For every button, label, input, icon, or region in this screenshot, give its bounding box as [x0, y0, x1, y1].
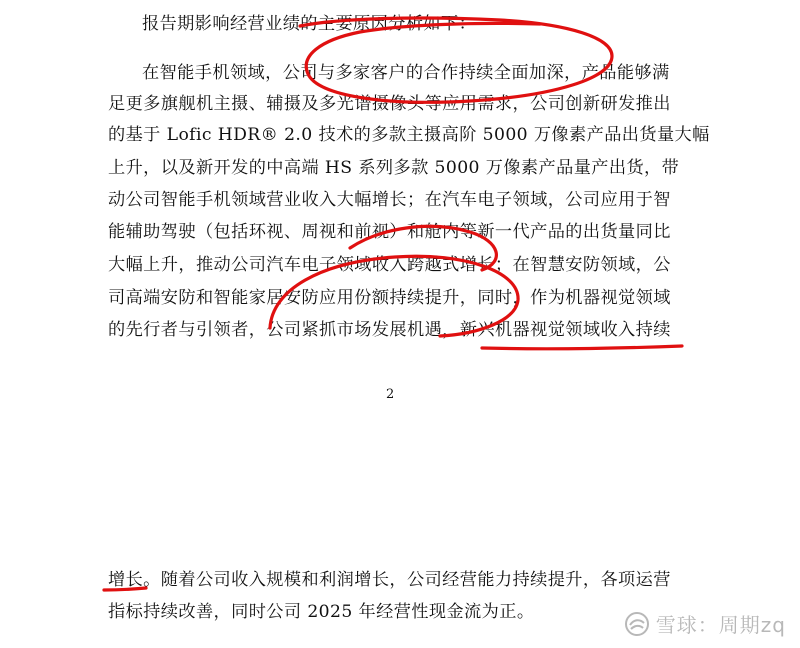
watermark-text: 雪球：周期zq	[655, 613, 786, 637]
ink-underline-right	[482, 346, 682, 349]
text-line: 在智能手机领域，公司与多家客户的合作持续全面加深，产品能够满	[142, 63, 670, 83]
text-line: 指标持续改善，同时公司 2025 年经营性现金流为正。	[108, 602, 535, 622]
text-line: 大幅上升，推动公司汽车电子领域收入跨越式增长；在智慧安防领域，公	[108, 255, 671, 275]
snowball-logo-icon	[624, 611, 650, 637]
text-line: 的基于 Lofic HDR® 2.0 技术的多款主摄高阶 5000 万像素产品出货量大幅	[108, 125, 710, 145]
text-line: 司高端安防和智能家居安防应用份额持续提升，同时，作为机器视觉领域	[108, 288, 671, 308]
text-line: 动公司智能手机领域营业收入大幅增长；在汽车电子领域，公司应用于智	[108, 190, 671, 210]
page-number: 2	[386, 387, 395, 402]
text-line: 增长。随着公司收入规模和利润增长，公司经营能力持续提升，各项运营	[108, 570, 671, 590]
text-line: 报告期影响经营业绩的主要原因分析如下：	[142, 14, 477, 34]
text-line: 上升，以及新开发的中高端 HS 系列多款 5000 万像素产品量产出货，带	[108, 158, 680, 178]
text-line: 能辅助驾驶（包括环视、周视和前视）和舱内等新一代产品的出货量同比	[108, 222, 671, 242]
text-line: 足更多旗舰机主摄、辅摄及多光谱摄像头等应用需求，公司创新研发推出	[108, 94, 671, 114]
watermark	[624, 609, 786, 638]
text-line: 的先行者与引领者，公司紧抓市场发展机遇，新兴机器视觉领域收入持续	[108, 320, 671, 340]
